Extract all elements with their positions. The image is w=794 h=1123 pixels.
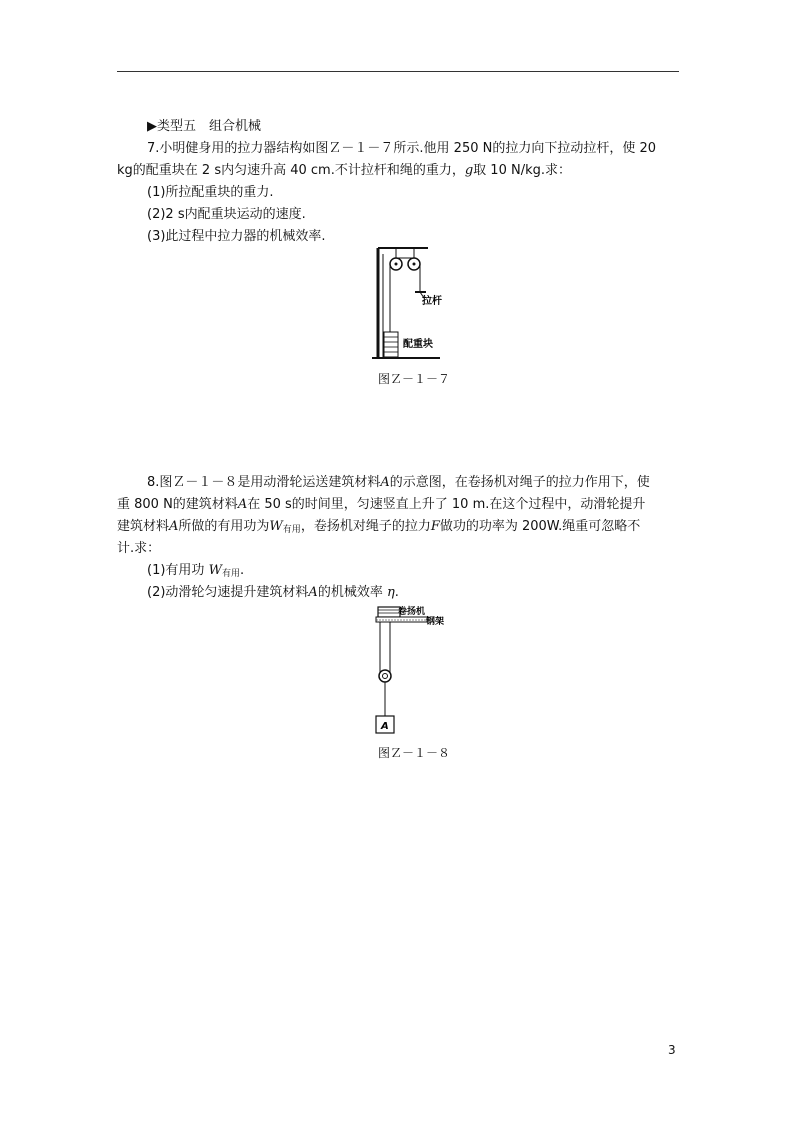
label-pull-rod: 拉杆 <box>422 296 442 307</box>
q8-line-3-c: ，卷扬机对绳子的拉力 <box>300 519 431 534</box>
var-W: W <box>208 563 222 578</box>
label-steel-frame: 钢架 <box>426 617 445 627</box>
q7-line-1: 7.小明健身用的拉力器结构如图Ｚ－１－７所示.他用 250 N的拉力向下拉动拉杆，使 20 <box>147 141 657 156</box>
q7-line-2-b: 取 10 N/kg.求： <box>473 163 571 178</box>
var-A: A <box>169 519 179 534</box>
var-W-sub: 有用 <box>282 525 301 535</box>
q8-line-1-a: 8.图Ｚ－１－８是用动滑轮运送建筑材料 <box>147 475 381 490</box>
q8-sub-2: (2)动滑轮匀速提升建筑材料A的机械效率 η. <box>147 585 399 600</box>
page-number: 3 <box>668 1043 676 1057</box>
q8-line-3-b: 所做的有用功为 <box>178 519 270 534</box>
var-F: F <box>430 519 440 534</box>
q8-line-3-a: 建筑材料 <box>117 519 170 534</box>
q7-sub-1: (1)所拉配重块的重力. <box>147 185 274 200</box>
var-A: A <box>237 497 248 512</box>
q8-line-4: 计.求： <box>117 541 161 556</box>
steel-frame <box>376 617 428 622</box>
section-title: 类型五 组合机械 <box>157 119 262 134</box>
triangle-marker-icon: ▶ <box>147 119 157 134</box>
var-A: A <box>380 475 390 490</box>
q8-sub-1: (1)有用功 $W_{有用}$. <box>147 563 245 579</box>
q8-line-1-b: 的示意图，在卷扬机对绳子的拉力作用下，使 <box>389 475 650 490</box>
q7-line-2 <box>117 162 571 180</box>
var-W-sub: 有用 <box>221 569 240 579</box>
var-eta: η <box>386 585 395 600</box>
caption-z-1-8: 图Ｚ－１－８ <box>378 746 451 760</box>
q8-line-3-d: 做功的功率为 200W.绳重可忽略不 <box>439 519 641 534</box>
q8-sub-2-b: 的机械效率 <box>317 585 383 600</box>
q7-line-2-a: kg的配重块在 2 s内匀速升高 40 cm.不计拉杆和绳的重力， <box>117 163 465 178</box>
q8-line-2 <box>117 496 645 514</box>
q7-sub-3: (3)此过程中拉力器的机械效率. <box>147 229 326 244</box>
header-rule <box>117 71 679 72</box>
q8-sub-1-a: (1)有用功 <box>147 563 205 578</box>
winch <box>378 607 400 617</box>
q8-line-3 <box>117 518 640 539</box>
label-winch: 卷扬机 <box>398 607 426 617</box>
q7-sub-2: (2)2 s内配重块运动的速度. <box>147 207 306 222</box>
q8-line-2-b: 在 50 s的时间里，匀速竖直上升了 10 m.在这个过程中，动滑轮提升 <box>247 497 646 512</box>
var-A: A <box>308 585 318 600</box>
weight-block <box>384 332 398 357</box>
figure-z-1-8 <box>368 604 458 738</box>
movable-pulley <box>379 670 391 682</box>
g-symbol: g <box>464 163 474 178</box>
q8-sub-2-a: (2)动滑轮匀速提升建筑材料 <box>147 585 309 600</box>
figure-z-1-7 <box>370 244 460 364</box>
q8-line-1 <box>147 474 650 492</box>
var-W: W <box>269 519 283 534</box>
label-weight-block: 配重块 <box>403 339 433 350</box>
label-A: A <box>381 721 389 732</box>
caption-z-1-7: 图Ｚ－１－７ <box>378 372 451 386</box>
section-heading <box>147 118 261 136</box>
q8-line-2-a: 重 800 N的建筑材料 <box>117 497 238 512</box>
